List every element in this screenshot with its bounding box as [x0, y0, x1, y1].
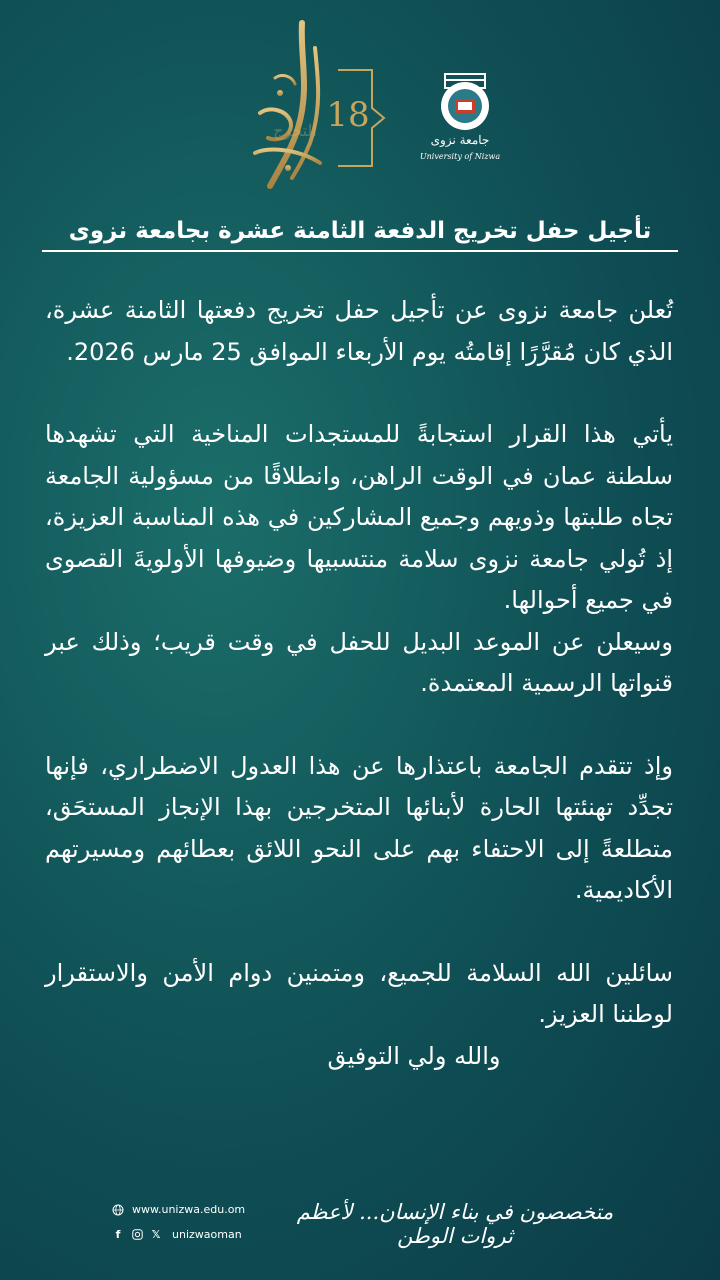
- paragraph-closing: والله ولي التوفيق: [327, 1041, 501, 1070]
- header: [0, 10, 720, 210]
- university-slogan: متخصصون في بناء الإنسان... لأعظم ثروات الوطن: [296, 1200, 614, 1248]
- announcement-title: تأجيل حفل تخريج الدفعة الثامنة عشرة بجامعة نزوى: [68, 218, 652, 244]
- paragraph-postponement: تُعلن جامعة نزوى عن تأجيل حفل تخريج دفعتها الثامنة عشرة، الذي كان مُقرَّرًا إقامتُه يوم الأربعاء الموافق 25 مارس 2026.: [45, 296, 673, 366]
- paragraph-apology: وإذ تتقدم الجامعة باعتذارها عن هذا العدول الاضطراري، فإنها تجدِّد تهنئتها الحارة لأبنائها المتخرجين بهذا الإنجاز المستحَق، متطلعةً إلى الاحتفاء بهم على النحو اللائق بعطائهم ومسيرتهم الأكاديمية.: [45, 751, 673, 904]
- instagram-icon[interactable]: [131, 1229, 143, 1241]
- footer: [0, 1190, 720, 1260]
- website-row[interactable]: [112, 1203, 245, 1216]
- title-underline: [42, 250, 678, 252]
- svg-text:التخرج: التخرج: [273, 121, 317, 140]
- website-link[interactable]: www.unizwa.edu.om: [132, 1203, 246, 1216]
- globe-icon: [112, 1204, 124, 1216]
- x-icon[interactable]: 𝕏: [151, 1228, 161, 1241]
- social-handle[interactable]: unizwaoman: [172, 1228, 242, 1241]
- social-row: [112, 1228, 242, 1241]
- batch-number: 18: [326, 95, 370, 135]
- paragraph-new-date: وسيعلن عن الموعد البديل للحفل في وقت قريب؛ وذلك عبر قنواتها الرسمية المعتمدة.: [45, 627, 673, 697]
- university-emblem-icon: [405, 68, 525, 138]
- facebook-icon[interactable]: f: [115, 1228, 121, 1241]
- paragraph-reason: يأتي هذا القرار استجابةً للمستجدات المناخية التي تشهدها سلطنة عمان في الوقت الراهن، وانطلاقًا من مسؤولية الجامعة تجاه طلبتها وذويهم وجميع المشاركين في هذه المناسبة العزيزة، إذ تُولي جامعة نزوى سلامة منتسبيها وضيوفها الأولويةَ القصوى في جميع أحوالها.: [45, 420, 673, 614]
- university-name-english: University of Nizwa: [419, 152, 501, 161]
- paragraph-wishes: سائلين الله السلامة للجميع، ومتمنين دوام الأمن والاستقرار لوطننا العزيز.: [45, 958, 673, 1028]
- announcement-body: [45, 290, 673, 1077]
- university-name-arabic: جامعة نزوى: [430, 133, 490, 147]
